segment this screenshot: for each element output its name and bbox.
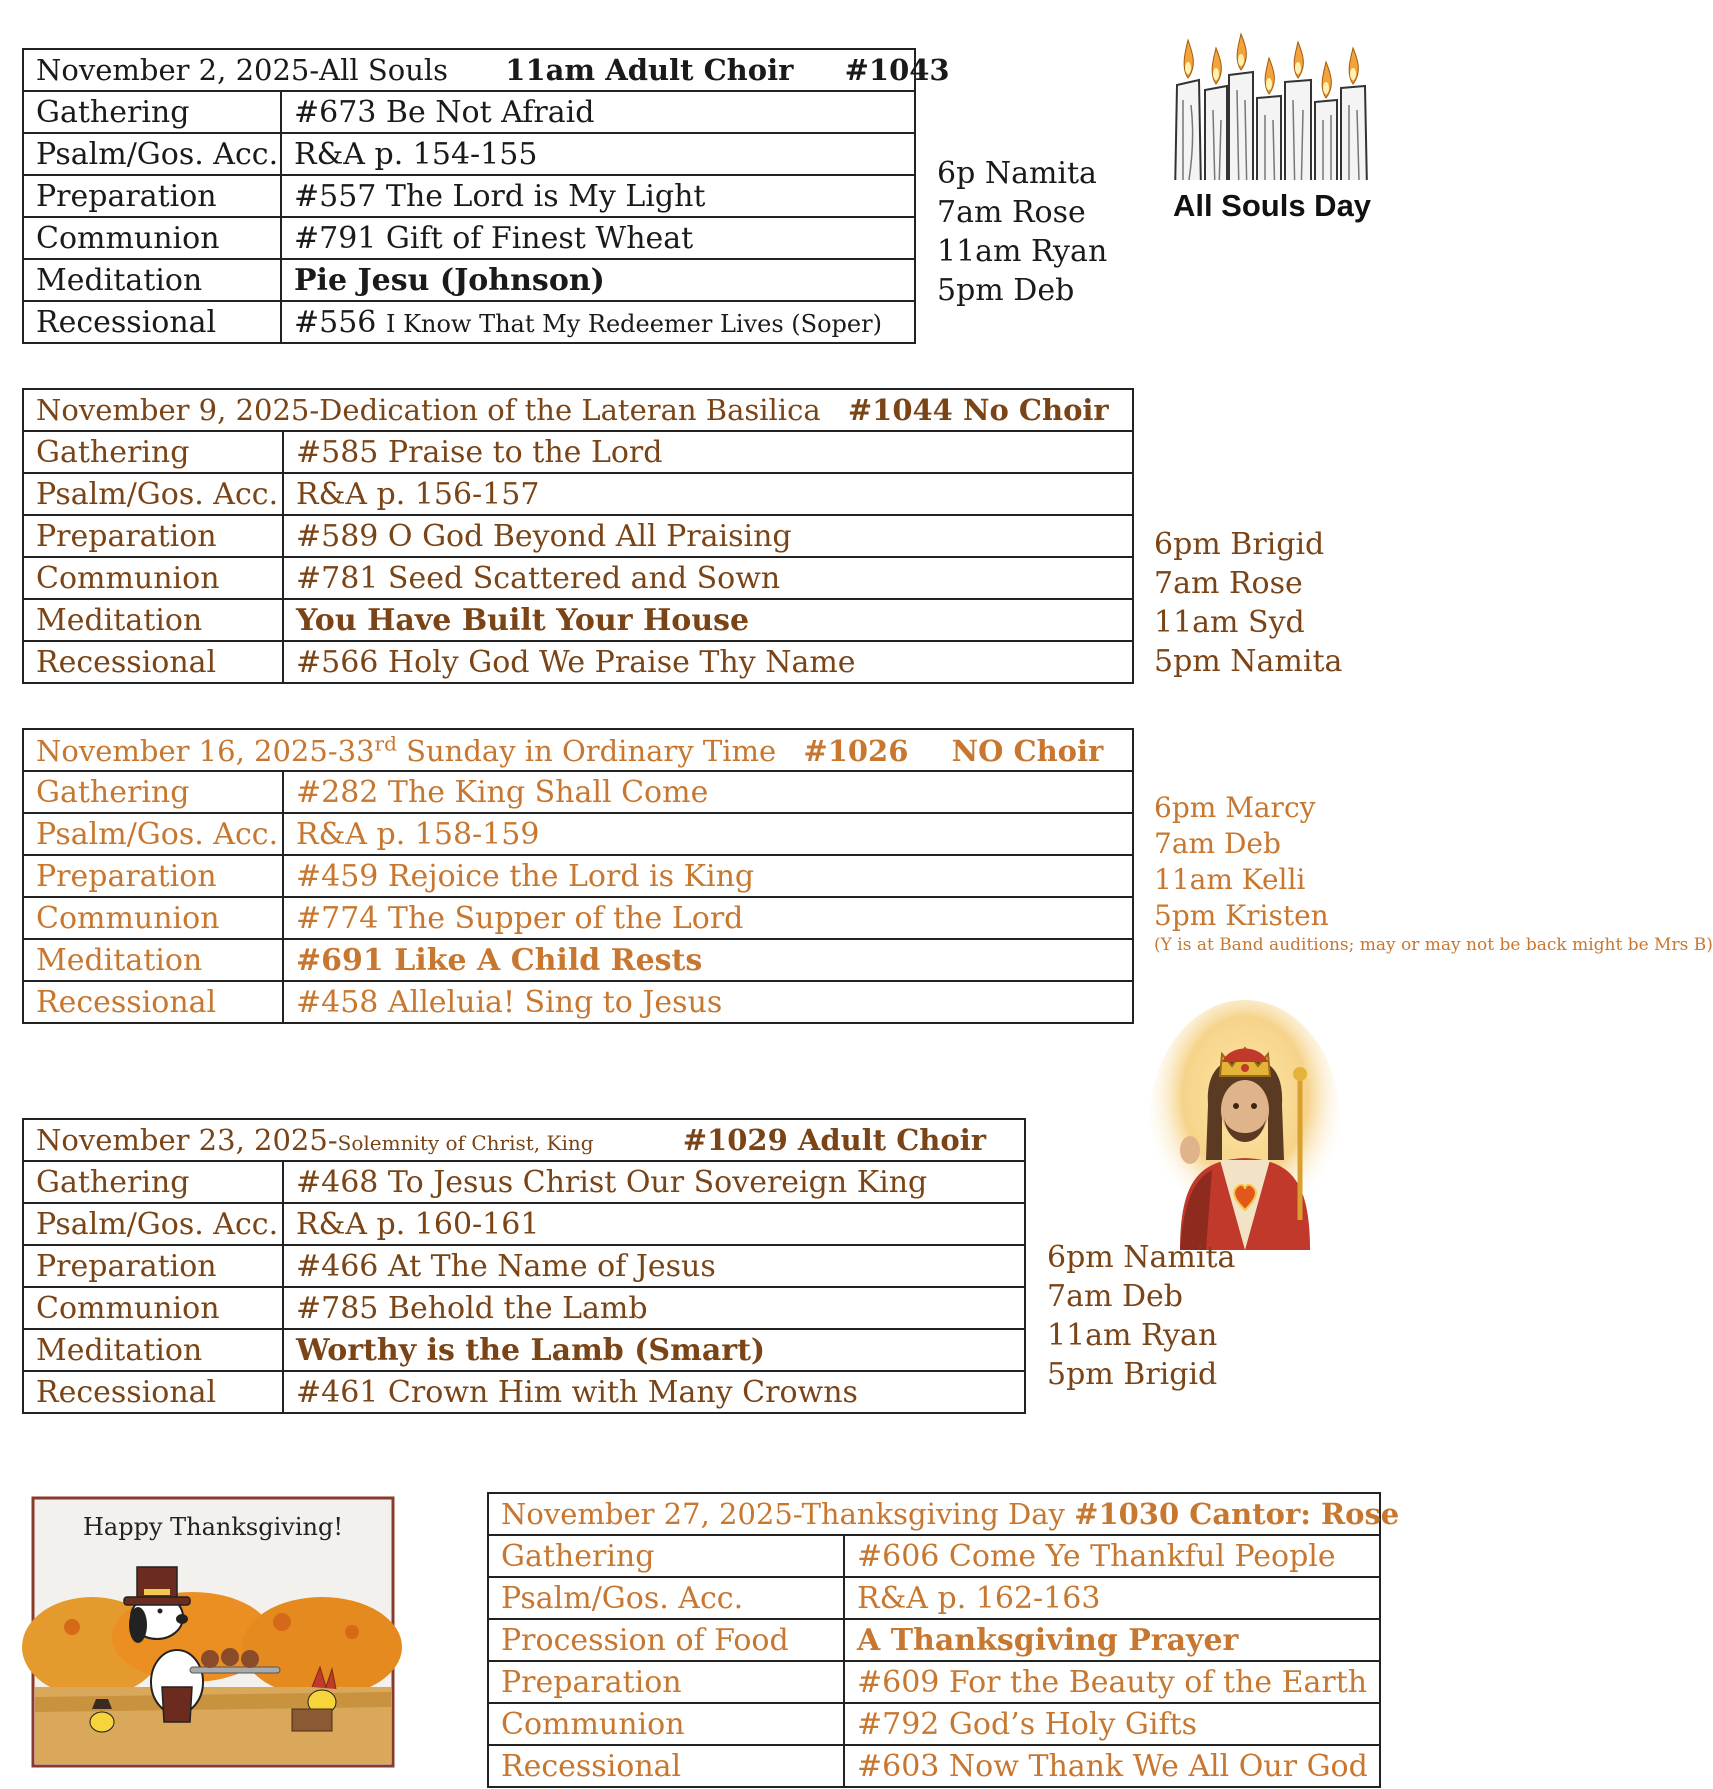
table-row [23,259,915,301]
row-label: Gathering [488,1535,844,1577]
row-value: #458 Alleluia! Sing to Jesus [283,981,1133,1023]
row-label: Preparation [23,855,283,897]
all-souls-caption: All Souls Day [1172,188,1372,223]
hymnal-number: #1026 [803,734,909,769]
row-value: Worthy is the Lamb (Smart) [283,1329,1025,1371]
cantor-entry: 11am Kelli [1154,863,1306,896]
row-value: A Thanksgiving Prayer [844,1619,1380,1661]
row-label: Recessional [23,981,283,1023]
table-row [23,1203,1025,1245]
cantor-entry: 11am Ryan [937,234,1108,269]
table-row [488,1577,1380,1619]
table-row [23,515,1133,557]
christ-the-king-image [1150,1010,1340,1250]
table-row [488,1661,1380,1703]
date-prefix: November 23, 2025- [36,1123,338,1157]
hymn-number: #556 [294,304,377,340]
cantor-entry: 6pm Brigid [1154,527,1325,562]
schedule-nov-27 [487,1492,1400,1788]
row-label: Recessional [23,641,283,683]
cantor-entry: 11am Ryan [1047,1318,1218,1353]
table-row [488,1745,1380,1787]
row-label: Meditation [23,599,283,641]
hymn-title: I Know That My Redeemer Lives (Soper) [385,309,882,338]
table-row [23,1245,1025,1287]
row-value: Pie Jesu (Johnson) [281,259,915,301]
date-title: November 27, 2025-Thanksgiving Day [501,1497,1065,1531]
cantor-entry: 6pm Marcy [1154,791,1316,824]
cantor-entry: 5pm Namita [1154,644,1343,679]
row-value: #791 Gift of Finest Wheat [281,217,915,259]
date-title: November 2, 2025-All Souls [36,53,449,87]
row-label: Preparation [23,175,281,217]
row-value: #781 Seed Scattered and Sown [283,557,1133,599]
table-row [23,473,1133,515]
row-label: Preparation [488,1661,844,1703]
cantor-list-nov-23 [1047,1238,1235,1394]
hymnal-number-choir: #1029 Adult Choir [682,1123,987,1157]
table-row [23,1329,1025,1371]
row-label: Recessional [488,1745,844,1787]
row-label: Preparation [23,1245,283,1287]
row-value: #459 Rejoice the Lord is King [283,855,1133,897]
row-label: Psalm/Gos. Acc. [23,473,283,515]
schedule-header [23,389,1133,431]
cantor-entry: 7am Deb [1047,1279,1183,1314]
row-value: #792 God’s Holy Gifts [844,1703,1380,1745]
row-value: #282 The King Shall Come [283,771,1133,813]
date-title: November 9, 2025-Dedication of the Lateran Basilica [36,393,821,427]
row-value: #785 Behold the Lamb [283,1287,1025,1329]
row-value: #603 Now Thank We All Our God [844,1745,1380,1787]
row-value: #673 Be Not Afraid [281,91,915,133]
hymnal-number-cantor: #1030 Cantor: Rose [1074,1497,1400,1531]
row-label: Psalm/Gos. Acc. [23,133,281,175]
schedule-nov-23 [22,1118,1026,1414]
table-row [488,1703,1380,1745]
table-row [23,431,1133,473]
row-label: Recessional [23,301,281,343]
row-label: Psalm/Gos. Acc. [23,813,283,855]
schedule-nov-2 [22,48,950,344]
table-row [23,133,915,175]
cantor-entry: 5pm Deb [937,273,1075,308]
table-row [23,175,915,217]
cantor-entry: 6p Namita [937,156,1097,191]
hymnal-number: #1043 [844,53,950,87]
row-label: Recessional [23,1371,283,1413]
row-label: Gathering [23,431,283,473]
row-value: You Have Built Your House [283,599,1133,641]
table-row [23,813,1133,855]
row-label: Gathering [23,1161,283,1203]
date-superscript: rd [374,731,397,756]
row-label: Communion [488,1703,844,1745]
cantor-entry: 11am Syd [1154,605,1305,640]
row-label: Psalm/Gos. Acc. [23,1203,283,1245]
table-row [488,1619,1380,1661]
feast-name: Solemnity of Christ, King [337,1131,594,1155]
date-title [36,1123,594,1157]
table-row [23,557,1133,599]
table-row [23,1161,1025,1203]
row-value: #589 O God Beyond All Praising [283,515,1133,557]
row-value: #585 Praise to the Lord [283,431,1133,473]
table-row [23,599,1133,641]
date-title [36,731,777,769]
row-label: Communion [23,217,281,259]
date-prefix: November 16, 2025-33 [36,734,375,769]
row-label: Gathering [23,91,281,133]
row-label: Meditation [23,939,283,981]
schedule-header [23,1119,1025,1161]
table-row [23,771,1133,813]
row-value: #606 Come Ye Thankful People [844,1535,1380,1577]
cantor-entry: 6pm Namita [1047,1240,1236,1275]
row-value: R&A p. 162-163 [844,1577,1380,1619]
thanksgiving-snoopy-image [32,1497,394,1767]
schedule-header [23,729,1133,771]
row-value: #557 The Lord is My Light [281,175,915,217]
row-value: R&A p. 156-157 [283,473,1133,515]
row-label: Communion [23,897,283,939]
cantor-entry: 7am Deb [1154,827,1281,860]
cantor-entry: 7am Rose [1154,566,1303,601]
row-label: Gathering [23,771,283,813]
table-row [23,91,915,133]
row-value: #774 The Supper of the Lord [283,897,1133,939]
table-row [23,1371,1025,1413]
row-value: #461 Crown Him with Many Crowns [283,1371,1025,1413]
table-row [23,981,1133,1023]
table-row [23,939,1133,981]
schedule-nov-9 [22,388,1134,684]
hymnal-number-choir: #1044 No Choir [847,393,1109,427]
table-row [23,1287,1025,1329]
cantor-entry: 7am Rose [937,195,1086,230]
date-suffix: Sunday in Ordinary Time [396,734,777,769]
cantor-note: (Y is at Band auditions; may or may not be back might be Mrs B) [1154,935,1713,955]
table-row [23,217,915,259]
cantor-list-nov-16 [1154,790,1713,956]
table-row [23,641,1133,683]
row-label: Preparation [23,515,283,557]
row-value: #691 Like A Child Rests [283,939,1133,981]
row-label: Procession of Food [488,1619,844,1661]
table-row [23,897,1133,939]
row-value: #566 Holy God We Praise Thy Name [283,641,1133,683]
row-value: R&A p. 158-159 [283,813,1133,855]
row-value: #468 To Jesus Christ Our Sovereign King [283,1161,1025,1203]
choir-label: NO Choir [951,734,1104,769]
choir-label: 11am Adult Choir [505,53,794,87]
cantor-entry: 5pm Kristen [1154,899,1329,932]
row-value: R&A p. 160-161 [283,1203,1025,1245]
schedule-nov-16 [22,728,1134,1024]
schedule-header [23,49,950,91]
row-label: Communion [23,1287,283,1329]
schedule-header [488,1493,1400,1535]
all-souls-candles-image [1165,30,1380,230]
cantor-list-nov-9 [1154,525,1342,681]
row-label: Psalm/Gos. Acc. [488,1577,844,1619]
row-label: Meditation [23,259,281,301]
cantor-list-nov-2 [937,154,1107,310]
cantor-entry: 5pm Brigid [1047,1357,1218,1392]
row-value: #466 At The Name of Jesus [283,1245,1025,1287]
row-label: Communion [23,557,283,599]
row-label: Meditation [23,1329,283,1371]
table-row [23,301,915,343]
row-value [281,301,915,343]
row-value: #609 For the Beauty of the Earth [844,1661,1380,1703]
thanksgiving-caption: Happy Thanksgiving! [83,1513,343,1541]
row-value: R&A p. 154-155 [281,133,915,175]
table-row [488,1535,1380,1577]
table-row [23,855,1133,897]
